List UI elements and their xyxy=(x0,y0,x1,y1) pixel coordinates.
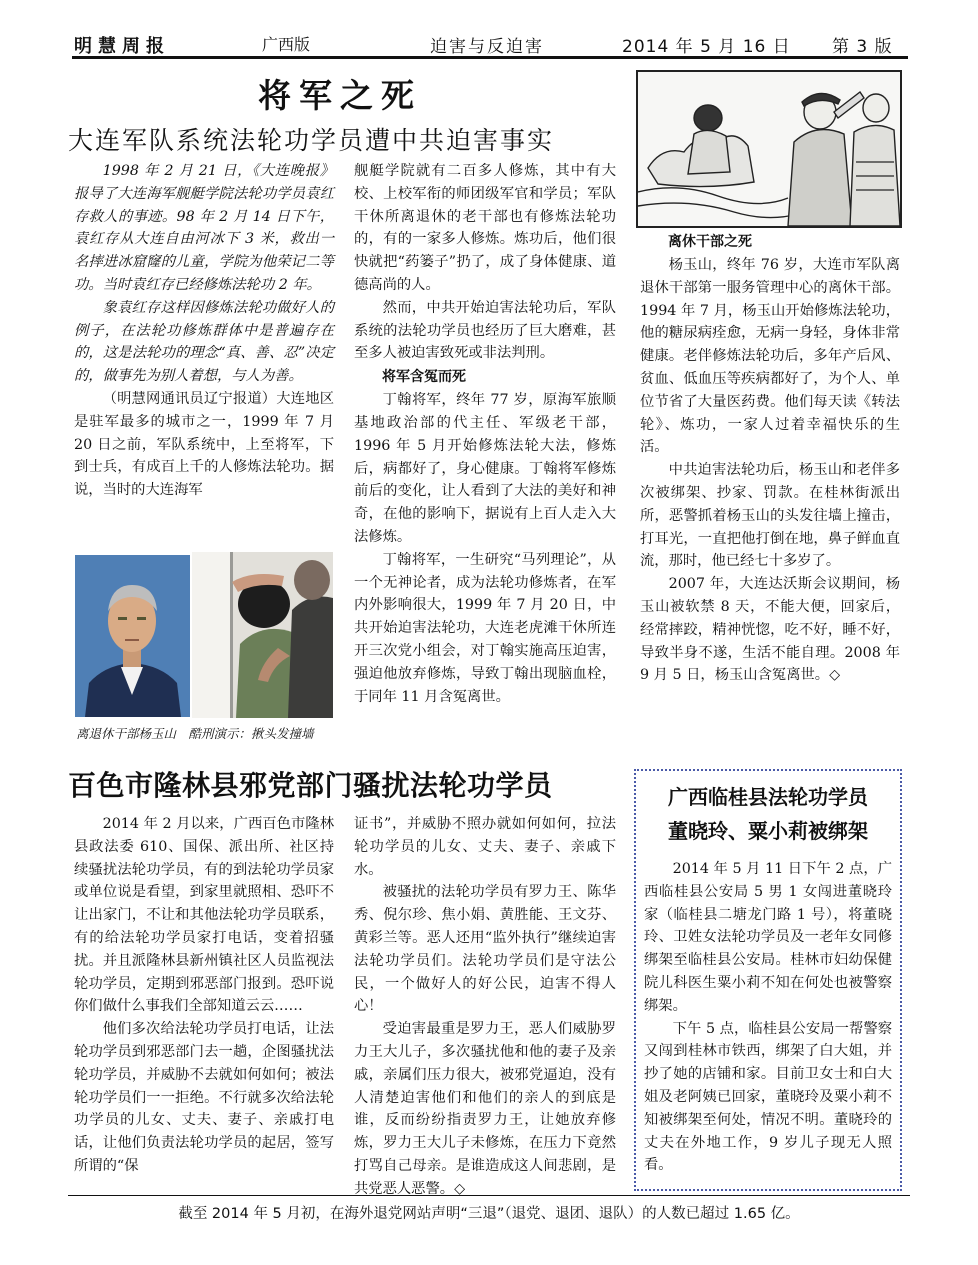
body-paragraph: 他们多次给法轮功学员打电话，让法轮功学员到邪恶部门去一趟，企图骚扰法轮功学员，并威胁不去就如何如何；被法轮功学员们一一拒绝。不行就多次给法轮功学员的儿女、丈夫、妻子、亲戚打电话，让他们负责法轮功学员的起居，签写所谓的“保 xyxy=(74,1021,334,1174)
portrait-photo xyxy=(75,555,190,717)
section-label: 迫害与反迫害 xyxy=(430,37,544,57)
article2-column-1 xyxy=(74,813,334,1178)
article3-title-line1: 广西临桂县法轮功学员 xyxy=(668,785,868,809)
body-paragraph: 丁翰将军，终年 77 岁，原海军旅顺基地政治部的代主任、军级老干部，1996 年 5 月开始修炼法轮大法，修炼后，病都好了，身心健康。丁翰将军修炼前后的变化，让人看到了大法的美好和神奇，在他的影响下，据说有上百人走入大法修炼。 xyxy=(354,392,616,545)
article2-title: 百色市隆林县邪党部门骚扰法轮功学员 xyxy=(68,769,553,802)
article1-column-3 xyxy=(640,230,900,687)
body-paragraph: 证书”，并威胁不照办就如何如何，拉法轮功学员的儿女、丈夫、妻子、亲戚下水。 xyxy=(354,816,616,878)
body-paragraph: 2007 年，大连达沃斯会议期间，杨玉山被软禁 8 天，不能大便，回家后，经常摔跤，精神恍惚，吃不好，睡不好，导致半身不遂，生活不能自理。2008 年 9 月 5 日，杨玉山含冤离世。◇ xyxy=(640,576,900,684)
issue-date: 2014 年 5 月 16 日 xyxy=(622,37,791,57)
body-paragraph: 受迫害最重是罗力王，恶人们威胁罗力王大儿子，多次骚扰他和他的妻子及亲戚，亲属们压力很大，被邪党逼迫，没有人清楚迫害他们和他们的亲人的到底是谁，反而纷纷指责罗力王，让她放弃修炼，罗力王大儿子未修炼，在压力下竟然打骂自己母亲。是谁造成这人间悲剧，是共党恶人恶警。◇ xyxy=(354,1021,616,1197)
body-paragraph: 然而，中共开始迫害法轮功后，军队系统的法轮功学员也经历了巨大磨难，甚至多人被迫害致死或非法判刑。 xyxy=(354,299,616,362)
body-paragraph: 被骚扰的法轮功学员有罗力王、陈华秀、倪尔珍、焦小娟、黄胜能、王文芬、黄彩兰等。恶人还用“监外执行”继续迫害法轮功学员们。法轮功学员们是守法公民，一个做好人的好公民，迫害不得人心！ xyxy=(354,884,616,1015)
page-number: 第 3 版 xyxy=(832,37,893,57)
paper-name: 明慧周报 xyxy=(74,36,170,57)
footer-notice: 截至 2014 年 5 月初，在海外退党网站声明“三退”（退党、退团、退队）的人数已超过 1.65 亿。 xyxy=(178,1206,800,1222)
subheading-general: 将军含冤而死 xyxy=(382,369,466,386)
article1-column-2 xyxy=(354,160,616,708)
article3-title xyxy=(644,780,892,848)
body-paragraph: 中共迫害法轮功后，杨玉山和老伴多次被绑架、抄家、罚款。在桂林街派出所，恶警抓着杨玉山的头发往墙上撞击，打耳光，一直把他打倒在地，鼻子鲜血直流，那时，他已经七十多岁了。 xyxy=(640,462,900,570)
photo-caption: 离退休干部杨玉山 酷刑演示：揪头发撞墙 xyxy=(76,726,314,741)
article1-title: 将军之死 xyxy=(258,76,422,115)
body-paragraph: （明慧网通讯员辽宁报道）大连地区是驻军最多的城市之一，1999 年 7 月 20 日之前，军队系统中，上至将军，下到士兵，有成百上千的人修炼法轮功。据说，当时的大连海军 xyxy=(74,390,334,499)
intro-paragraph-2: 象袁红存这样因修炼法轮功做好人的例子，在法轮功修炼群体中是普遍存在的，这是法轮功的理念“真、善、忍”决定的，做事先为别人着想，与人为善。 xyxy=(74,299,334,385)
body-paragraph: 2014 年 5 月 11 日下午 2 点，广西临桂县公安局 5 男 1 女闯进董晓玲家（临桂县二塘龙门路 1 号），将董晓玲、卫姓女法轮功学员及一老年女同修绑架至临桂县公安局。桂林市妇幼保健院儿科医生粟小莉不知在何处也被警察绑架。 xyxy=(644,861,892,1014)
torture-demonstration-photo xyxy=(192,552,333,718)
article3-title-line2: 董晓玲、粟小莉被绑架 xyxy=(668,819,868,843)
masthead-rule xyxy=(72,56,908,59)
body-paragraph: 下午 5 点，临桂县公安局一帮警察又闯到桂林市铁西，绑架了白大姐，并抄了她的店铺和家。目前卫女士和白大姐及老阿姨已回家，董晓玲及粟小莉不知被绑架至何处，情况不明。董晓玲的丈夫在外地工作，9 岁儿子现无人照看。 xyxy=(644,1020,892,1174)
article2-column-2 xyxy=(354,813,616,1201)
intro-paragraph-1: 1998 年 2 月 21 日，《大连晚报》报导了大连海军舰艇学院法轮功学员袁红存救人的事迹。98 年 2 月 14 日下午，袁红存从大连自由河冰下 3 米，救出一名摔进冰窟窿的儿童，学院为他荣记二等功。当时袁红存已经修炼法轮功 2 年。 xyxy=(74,163,334,293)
article1-column-1 xyxy=(74,160,334,502)
masthead xyxy=(74,32,904,56)
general-cartoon-illustration xyxy=(636,70,902,228)
article1-subtitle: 大连军队系统法轮功学员遭中共迫害事实 xyxy=(68,126,555,155)
body-paragraph: 舰艇学院就有二百多人修炼，其中有大校、上校军衔的师团级军官和学员；军队干休所离退休的老干部也有修炼法轮功的，有的一家多人修炼。炼功后，他们很快就把“药篓子”扔了，成了身体健康、道德高尚的人。 xyxy=(354,163,616,293)
edition-label: 广西版 xyxy=(262,35,311,54)
body-paragraph: 杨玉山，终年 76 岁，大连市军队离退休干部第一服务管理中心的离休干部。1994 年 7 月，杨玉山开始修炼法轮功，他的糖尿病痊愈，无病一身轻，身体非常健康。老伴修炼法轮功后，多年产后风、贫血、低血压等疾病都好了，为个人、单位节省了大量医药费。他们每天读《转法轮》、炼功，一家人过着幸福快乐的生活。 xyxy=(640,257,900,456)
body-paragraph: 2014 年 2 月以来，广西百色市隆林县政法委 610、国保、派出所、社区持续骚扰法轮功学员，有的到法轮功学员家或单位说是看望，到家里就照相、恐吓不让出家门，不让和其他法轮功学员联系，有的给法轮功学员家打电话，变着招骚扰。并且派隆林县新州镇社区人员监视法轮功学员，定期到邪恶部门报到。恐吓说你们做什么事我们全部知道云云…… xyxy=(74,816,334,1015)
article3-body xyxy=(644,858,892,1177)
footer-rule xyxy=(68,1195,910,1196)
body-paragraph: 丁翰将军，一生研究“马列理论”，从一个无神论者，成为法轮功修炼者，在军内外影响很大，1999 年 7 月 20 日，中共开始迫害法轮功，大连老虎滩干休所连开三次党小组会，对丁翰实施高压迫害，强迫他放弃修炼，导致丁翰出现脑血栓，于同年 11 月含冤离世。 xyxy=(354,551,616,705)
subheading-cadre: 离休干部之死 xyxy=(668,234,752,250)
